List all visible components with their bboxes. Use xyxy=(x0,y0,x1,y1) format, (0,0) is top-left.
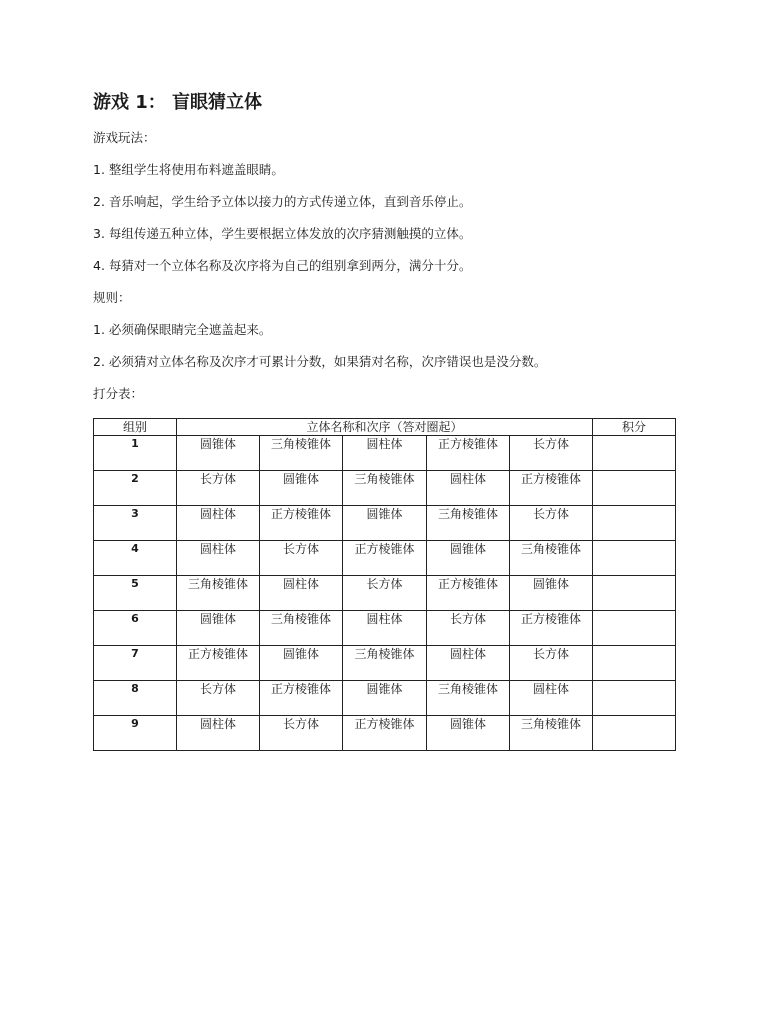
shape-cell: 圆柱体 xyxy=(343,611,427,646)
play-rule-3 xyxy=(93,226,471,242)
shape-cell: 长方体 xyxy=(260,716,343,751)
shape-cell: 三角棱锥体 xyxy=(427,681,510,716)
shape-cell: 圆锥体 xyxy=(260,646,343,681)
group-header: 组别 xyxy=(94,419,177,436)
table-row xyxy=(94,681,676,716)
rule-number: 1. xyxy=(93,322,105,337)
table-row xyxy=(94,541,676,576)
table-row xyxy=(94,576,676,611)
play-rule-text: 音乐响起，学生给予立体以接力的方式传递立体，直到音乐停止。 xyxy=(108,194,472,209)
score-cell[interactable] xyxy=(593,716,676,751)
shape-cell: 正方棱锥体 xyxy=(510,611,593,646)
table-row xyxy=(94,471,676,506)
rule-1 xyxy=(93,322,271,338)
shape-cell: 长方体 xyxy=(427,611,510,646)
score-cell[interactable] xyxy=(593,506,676,541)
table-row xyxy=(94,506,676,541)
play-heading: 游戏玩法： xyxy=(93,130,156,145)
play-rule-number: 2. xyxy=(93,194,105,209)
play-rule-number: 1. xyxy=(93,162,105,177)
rule-text: 必须猜对立体名称及次序才可累计分数，如果猜对名称，次序错误也是没分数。 xyxy=(108,354,547,369)
rule-text: 必须确保眼睛完全遮盖起来。 xyxy=(108,322,272,337)
play-rule-text: 每猜对一个立体名称及次序将为自己的组别拿到两分，满分十分。 xyxy=(108,258,472,273)
shape-cell: 三角棱锥体 xyxy=(260,611,343,646)
group-cell: 5 xyxy=(94,576,177,611)
shape-cell: 正方棱锥体 xyxy=(427,436,510,471)
shape-cell: 长方体 xyxy=(177,681,260,716)
score-cell[interactable] xyxy=(593,576,676,611)
score-heading: 打分表： xyxy=(93,386,144,401)
shape-cell: 正方棱锥体 xyxy=(510,471,593,506)
shape-cell: 长方体 xyxy=(343,576,427,611)
table-row xyxy=(94,436,676,471)
shape-cell: 圆柱体 xyxy=(427,471,510,506)
shape-cell: 正方棱锥体 xyxy=(343,716,427,751)
shape-cell: 圆锥体 xyxy=(343,506,427,541)
shape-cell: 三角棱锥体 xyxy=(510,541,593,576)
score-cell[interactable] xyxy=(593,646,676,681)
group-cell: 3 xyxy=(94,506,177,541)
score-table xyxy=(93,418,676,751)
group-cell: 6 xyxy=(94,611,177,646)
score-cell[interactable] xyxy=(593,681,676,716)
shape-cell: 圆锥体 xyxy=(177,611,260,646)
table-row xyxy=(94,646,676,681)
shape-cell: 圆锥体 xyxy=(510,576,593,611)
group-cell: 7 xyxy=(94,646,177,681)
shapes-header: 立体名称和次序（答对圈起） xyxy=(177,419,593,436)
shape-cell: 圆锥体 xyxy=(260,471,343,506)
shape-cell: 三角棱锥体 xyxy=(343,471,427,506)
group-cell: 4 xyxy=(94,541,177,576)
play-rule-number: 3. xyxy=(93,226,105,241)
shape-cell: 长方体 xyxy=(177,471,260,506)
shape-cell: 圆锥体 xyxy=(427,541,510,576)
shape-cell: 三角棱锥体 xyxy=(260,436,343,471)
play-rule-4 xyxy=(93,258,471,274)
shape-cell: 圆柱体 xyxy=(177,716,260,751)
shape-cell: 长方体 xyxy=(510,646,593,681)
table-row xyxy=(94,611,676,646)
shape-cell: 长方体 xyxy=(260,541,343,576)
score-header: 积分 xyxy=(593,419,676,436)
shape-cell: 圆柱体 xyxy=(177,541,260,576)
shape-cell: 正方棱锥体 xyxy=(343,541,427,576)
play-rule-1 xyxy=(93,162,284,178)
table-header-row xyxy=(94,419,676,436)
table-row xyxy=(94,716,676,751)
shape-cell: 圆柱体 xyxy=(343,436,427,471)
shape-cell: 圆锥体 xyxy=(343,681,427,716)
rule-number: 2. xyxy=(93,354,105,369)
group-cell: 8 xyxy=(94,681,177,716)
shape-cell: 正方棱锥体 xyxy=(427,576,510,611)
group-cell: 9 xyxy=(94,716,177,751)
shape-cell: 三角棱锥体 xyxy=(343,646,427,681)
score-cell[interactable] xyxy=(593,436,676,471)
score-cell[interactable] xyxy=(593,541,676,576)
shape-cell: 长方体 xyxy=(510,436,593,471)
shape-cell: 正方棱锥体 xyxy=(260,506,343,541)
group-cell: 2 xyxy=(94,471,177,506)
rules-heading: 规则： xyxy=(93,290,131,305)
shape-cell: 长方体 xyxy=(510,506,593,541)
shape-cell: 圆锥体 xyxy=(427,716,510,751)
shape-cell: 三角棱锥体 xyxy=(510,716,593,751)
shape-cell: 圆柱体 xyxy=(177,506,260,541)
shape-cell: 三角棱锥体 xyxy=(177,576,260,611)
group-cell: 1 xyxy=(94,436,177,471)
page-title: 游戏 1： 盲眼猜立体 xyxy=(93,92,263,113)
shape-cell: 圆柱体 xyxy=(510,681,593,716)
play-rule-2 xyxy=(93,194,471,210)
score-cell[interactable] xyxy=(593,611,676,646)
shape-cell: 正方棱锥体 xyxy=(260,681,343,716)
play-rule-text: 整组学生将使用布料遮盖眼睛。 xyxy=(108,162,284,177)
shape-cell: 圆柱体 xyxy=(260,576,343,611)
play-rule-number: 4. xyxy=(93,258,105,273)
shape-cell: 三角棱锥体 xyxy=(427,506,510,541)
shape-cell: 圆柱体 xyxy=(427,646,510,681)
shape-cell: 圆锥体 xyxy=(177,436,260,471)
rule-2 xyxy=(93,354,546,370)
play-rule-text: 每组传递五种立体，学生要根据立体发放的次序猜测触摸的立体。 xyxy=(108,226,472,241)
shape-cell: 正方棱锥体 xyxy=(177,646,260,681)
score-cell[interactable] xyxy=(593,471,676,506)
